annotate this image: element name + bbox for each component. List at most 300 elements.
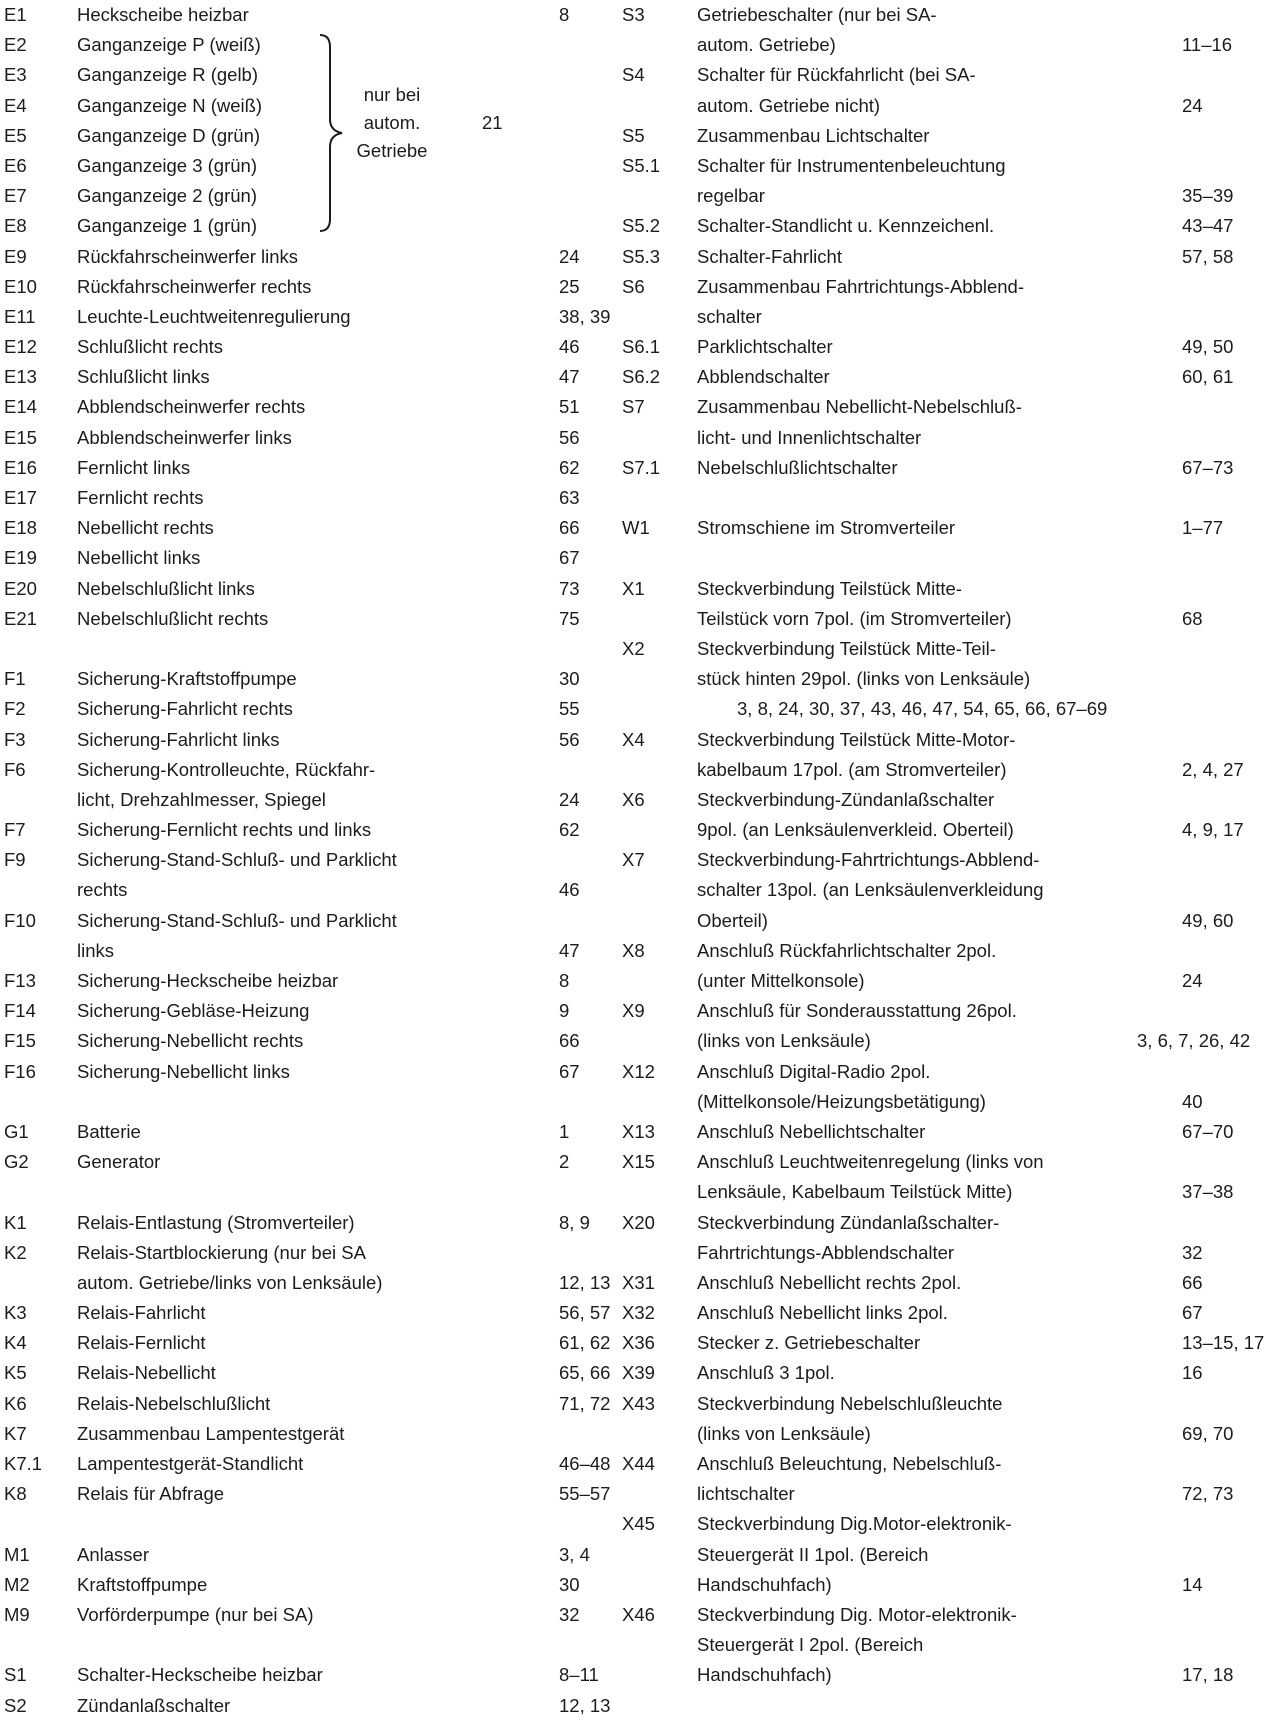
legend-entry-k4 — [0, 1328, 611, 1358]
page-references: 68 — [1182, 607, 1203, 629]
description-text: Heckscheibe heizbar — [77, 4, 249, 25]
component-code: E11 — [4, 305, 36, 327]
description-line — [697, 634, 1238, 664]
description-line — [697, 604, 1238, 634]
component-description — [77, 1208, 590, 1238]
description-line — [697, 0, 1238, 30]
component-code: X46 — [622, 1603, 655, 1625]
component-description — [697, 1449, 1238, 1509]
description-line — [697, 875, 1238, 905]
legend-entry-s4 — [618, 60, 1238, 120]
description-text: 9pol. (an Lenksäulenverkleid. Oberteil) — [697, 819, 1014, 841]
description-text: Anlasser — [77, 1543, 149, 1565]
description-text: Anschluß Rückfahrlichtschalter 2pol. — [697, 939, 997, 961]
description-line — [697, 1268, 1238, 1298]
page-references: 67–70 — [1182, 1120, 1234, 1142]
component-code: E21 — [4, 607, 37, 629]
page-references: 66 — [559, 1030, 580, 1052]
legend-entry-f14 — [0, 996, 570, 1026]
component-code: M2 — [4, 1573, 30, 1595]
description-line — [697, 151, 1238, 181]
legend-entry-x1 — [618, 574, 1238, 634]
page-references: 49, 60 — [1182, 909, 1234, 931]
component-description — [697, 785, 1244, 845]
legend-entry-s1 — [0, 1660, 599, 1690]
component-code: F13 — [4, 970, 36, 991]
page-references: 65, 66 — [559, 1362, 611, 1384]
component-code: X36 — [622, 1332, 655, 1354]
page-references: 11–16 — [1182, 34, 1233, 56]
description-text: licht- und Innenlichtschalter — [697, 426, 922, 448]
page-references: 46–48 — [559, 1453, 611, 1474]
component-code: X15 — [622, 1151, 655, 1173]
description-text: Steckverbindung Dig.Motor-elektronik- — [697, 1513, 1012, 1535]
legend-entry-m1 — [0, 1540, 590, 1570]
component-code: X8 — [622, 939, 645, 961]
description-text: Relais-Entlastung (Stromverteiler) — [77, 1211, 355, 1233]
description-line — [697, 1238, 1238, 1268]
page-references: 8, 9 — [559, 1211, 590, 1233]
description-text: Ganganzeige 3 (grün) — [77, 154, 257, 176]
description-text: (Mittelkonsole/Heizungsbetätigung) — [697, 1090, 986, 1112]
legend-entry-e7 — [0, 181, 560, 211]
section-gap — [0, 1087, 560, 1117]
description-line — [697, 725, 1238, 755]
description-text: Sicherung-Gebläse-Heizung — [77, 1000, 310, 1022]
description-line — [697, 30, 1238, 60]
description-text: Sicherung-Kontrolleuchte, Rückfahr- — [77, 758, 376, 780]
description-text: Sicherung-Stand-Schluß- und Parklicht — [77, 909, 397, 931]
component-description — [697, 1298, 1238, 1328]
component-code: K6 — [4, 1392, 27, 1414]
description-text: Zündanlaßschalter — [77, 1694, 231, 1716]
legend-entry-e18 — [0, 513, 580, 543]
description-line — [77, 1358, 611, 1388]
legend-entry-x46 — [618, 1600, 1238, 1691]
legend-entry-k1 — [0, 1208, 590, 1238]
description-text: Sicherung-Stand-Schluß- und Parklicht — [77, 849, 397, 871]
description-text: Zusammenbau Fahrtrichtungs-Abblend- — [697, 275, 1024, 297]
component-description — [697, 1208, 1238, 1268]
description-text: Anschluß Leuchtweitenregelung (links von — [697, 1151, 1044, 1173]
description-line — [77, 423, 580, 453]
component-code: X39 — [622, 1362, 655, 1384]
description-line — [77, 1208, 590, 1238]
component-description — [77, 1479, 611, 1509]
legend-entry-s6-1 — [618, 332, 1238, 362]
description-text: Sicherung-Heckscheibe heizbar — [77, 970, 339, 991]
description-text: Steckverbindung Teilstück Mitte- — [697, 577, 962, 599]
page-references: 14 — [1182, 1573, 1203, 1595]
component-code: S5 — [622, 124, 645, 146]
description-line — [77, 755, 560, 785]
description-text: Steckverbindung Dig. Motor-elektronik- — [697, 1603, 1017, 1625]
legend-entry-e8 — [0, 211, 560, 241]
legend-entry-s7-1 — [618, 453, 1238, 483]
component-code: E14 — [4, 396, 37, 418]
component-code: E20 — [4, 577, 37, 599]
legend-entry-e21 — [0, 604, 580, 634]
legend-entry-x45 — [618, 1509, 1238, 1600]
description-line — [697, 362, 1238, 392]
component-description — [77, 996, 570, 1026]
description-line — [77, 242, 580, 272]
component-description — [697, 1389, 1238, 1449]
legend-entry-x31 — [618, 1268, 1238, 1298]
description-text: links — [77, 939, 115, 961]
description-line — [77, 483, 580, 513]
legend-entry-s5-2 — [618, 211, 1238, 241]
description-text: Rückfahrscheinwerfer links — [77, 245, 299, 267]
component-description — [77, 453, 580, 483]
page-references: 63 — [559, 487, 580, 508]
legend-entry-x43 — [618, 1389, 1238, 1449]
description-line — [77, 725, 580, 755]
page-references: 67 — [559, 1060, 580, 1082]
description-text: Oberteil) — [697, 909, 768, 931]
legend-entry-x15 — [618, 1147, 1238, 1207]
description-line — [77, 785, 580, 815]
description-text: Nebelschlußlicht links — [77, 577, 255, 599]
description-line — [697, 302, 1238, 332]
component-code: K7 — [4, 1422, 27, 1444]
description-text: Generator — [77, 1151, 161, 1173]
description-line — [697, 513, 1238, 543]
legend-entry-f6 — [0, 755, 580, 815]
component-code: G2 — [4, 1151, 29, 1173]
description-line — [697, 91, 1238, 121]
component-code: X9 — [622, 1000, 645, 1022]
component-description — [77, 513, 580, 543]
description-text: Handschuhfach) — [697, 1573, 832, 1595]
legend-entry-e16 — [0, 453, 580, 483]
component-description — [77, 966, 570, 996]
legend-entry-x8 — [618, 936, 1238, 996]
description-text: kabelbaum 17pol. (am Stromverteiler) — [697, 758, 1007, 780]
component-code: E6 — [4, 154, 27, 176]
page-references: 75 — [559, 607, 580, 629]
component-description — [77, 1660, 599, 1690]
description-text: Stecker z. Getriebeschalter — [697, 1332, 921, 1354]
legend-entry-x4 — [618, 725, 1244, 785]
component-description — [697, 513, 1238, 543]
component-description — [77, 1328, 611, 1358]
description-text: Sicherung-Nebellicht rechts — [77, 1030, 304, 1052]
description-line — [697, 966, 1238, 996]
legend-entry-f15 — [0, 1026, 580, 1056]
description-text: Sicherung-Kraftstoffpumpe — [77, 668, 297, 690]
component-code: E18 — [4, 517, 37, 539]
description-line — [77, 0, 570, 30]
description-line — [697, 1449, 1238, 1479]
page-references: 62 — [559, 819, 580, 841]
component-code: E12 — [4, 336, 37, 358]
page-references: 60, 61 — [1182, 366, 1234, 388]
component-code: G1 — [4, 1120, 29, 1142]
description-text: Relais-Fahrlicht — [77, 1302, 206, 1324]
description-text: Schalter für Rückfahrlicht (bei SA- — [697, 64, 976, 86]
component-code: X32 — [622, 1302, 655, 1324]
description-line — [697, 121, 1238, 151]
description-text: Ganganzeige R (gelb) — [77, 64, 258, 86]
description-text: autom. Getriebe nicht) — [697, 94, 881, 116]
component-code: F3 — [4, 728, 26, 750]
component-description — [697, 1117, 1238, 1147]
legend-entry-f7 — [0, 815, 580, 845]
legend-entry-x44 — [618, 1449, 1238, 1509]
component-code: X7 — [622, 849, 645, 871]
page-references-line — [697, 694, 1238, 724]
description-line — [77, 1479, 611, 1509]
left-column — [0, 0, 611, 1721]
component-description — [697, 272, 1238, 332]
page-references: 12, 13 — [559, 1271, 611, 1293]
component-code: F2 — [4, 698, 26, 720]
page-references: 56 — [559, 728, 580, 750]
page-references: 66 — [559, 517, 580, 539]
page-references: 3, 8, 24, 30, 37, 43, 46, 47, 54, 65, 66, 67–69 — [737, 698, 1108, 720]
legend-entry-e12 — [0, 332, 580, 362]
component-code: E3 — [4, 64, 27, 86]
description-line — [697, 1087, 1238, 1117]
component-description — [697, 1147, 1238, 1207]
description-line — [697, 936, 1238, 966]
description-text: Schlußlicht rechts — [77, 336, 223, 358]
page-references: 55 — [559, 698, 580, 720]
component-code: E17 — [4, 487, 37, 508]
description-text: autom. Getriebe) — [697, 34, 836, 56]
page-references: 24 — [1182, 970, 1203, 991]
description-text: Anschluß Nebellicht rechts 2pol. — [697, 1271, 962, 1293]
legend-entry-e6 — [0, 151, 560, 181]
description-text: rechts — [77, 879, 128, 901]
description-line — [77, 1268, 611, 1298]
description-line — [697, 996, 1238, 1026]
page-references: 46 — [559, 879, 580, 901]
description-line — [77, 272, 580, 302]
description-text: Getriebeschalter (nur bei SA- — [697, 4, 937, 25]
component-description — [77, 0, 570, 30]
page-references: 61, 62 — [559, 1332, 611, 1354]
legend-entry-e1 — [0, 0, 570, 30]
description-text: Lenksäule, Kabelbaum Teilstück Mitte) — [697, 1181, 1013, 1203]
legend-entry-e10 — [0, 272, 580, 302]
component-code: K8 — [4, 1483, 27, 1505]
description-line — [697, 1630, 1238, 1660]
page-references: 24 — [559, 788, 580, 810]
component-code: S6.1 — [622, 336, 661, 358]
description-line — [77, 1570, 580, 1600]
component-description — [697, 1057, 1238, 1117]
description-line — [77, 1691, 611, 1721]
page-references: 62 — [559, 456, 580, 478]
page-references: 30 — [559, 668, 580, 690]
description-line — [697, 211, 1238, 241]
description-line — [77, 302, 611, 332]
page-references: 47 — [559, 939, 580, 961]
description-line — [697, 1208, 1238, 1238]
description-line — [697, 181, 1238, 211]
component-description — [77, 725, 580, 755]
component-description — [77, 845, 580, 905]
description-line — [697, 423, 1238, 453]
description-text: Sicherung-Fahrlicht rechts — [77, 698, 293, 720]
description-line — [77, 694, 580, 724]
component-code: F6 — [4, 758, 26, 780]
component-description — [697, 151, 1238, 211]
description-text: Kraftstoffpumpe — [77, 1573, 208, 1595]
component-description — [697, 845, 1238, 936]
component-description — [77, 755, 580, 815]
description-text: Relais für Abfrage — [77, 1483, 225, 1505]
description-text: Anschluß Nebellichtschalter — [697, 1120, 926, 1142]
legend-entry-e20 — [0, 574, 580, 604]
component-code: F7 — [4, 819, 26, 841]
description-text: Abblendscheinwerfer rechts — [77, 396, 306, 418]
description-text: (links von Lenksäule) — [697, 1422, 871, 1444]
description-line — [697, 242, 1238, 272]
description-line — [697, 1540, 1238, 1570]
description-text: lichtschalter — [697, 1483, 795, 1505]
description-line — [77, 996, 570, 1026]
description-text: Abblendschalter — [697, 366, 830, 388]
page-references: 35–39 — [1182, 185, 1234, 207]
description-text: Schalter für Instrumentenbeleuchtung — [697, 154, 1006, 176]
page-references: 51 — [559, 396, 580, 418]
description-text: Zusammenbau Lichtschalter — [697, 124, 930, 146]
description-text: Anschluß Nebellicht links 2pol. — [697, 1302, 948, 1324]
component-code: M1 — [4, 1543, 30, 1565]
component-code: F15 — [4, 1030, 36, 1052]
component-description — [77, 1147, 570, 1177]
description-text: Ganganzeige 1 (grün) — [77, 215, 257, 237]
note-pages: 21 — [482, 112, 503, 133]
component-description — [697, 936, 1238, 996]
component-description — [77, 1238, 611, 1298]
component-code: X31 — [622, 1271, 655, 1293]
description-text: Schalter-Fahrlicht — [697, 245, 842, 267]
component-code: S6.2 — [622, 366, 661, 388]
page-references: 13–15, 17 — [1182, 1332, 1264, 1354]
component-description — [697, 332, 1238, 362]
description-text: Ganganzeige N (weiß) — [77, 94, 263, 116]
legend-entry-s6 — [618, 272, 1238, 332]
legend-entry-k7-1 — [0, 1449, 611, 1479]
component-code: S2 — [4, 1694, 27, 1716]
description-text: Nebelschlußlicht rechts — [77, 607, 269, 629]
page-references: 9 — [559, 1000, 570, 1022]
component-code: E10 — [4, 275, 37, 297]
description-line — [77, 875, 580, 905]
component-code: X12 — [622, 1060, 655, 1082]
legend-entry-x7 — [618, 845, 1238, 936]
description-line — [697, 272, 1238, 302]
description-line — [697, 1600, 1238, 1630]
page-references: 1 — [559, 1120, 570, 1142]
legend-entry-x2 — [618, 634, 1238, 725]
component-description — [77, 392, 580, 422]
description-text: Steckverbindung Teilstück Mitte-Motor- — [697, 728, 1016, 750]
component-code: E9 — [4, 245, 27, 267]
description-text: Parklichtschalter — [697, 336, 833, 358]
description-text: (links von Lenksäule) — [697, 1030, 871, 1052]
description-line — [697, 815, 1244, 845]
page-references: 66 — [1182, 1271, 1203, 1293]
component-code: S1 — [4, 1664, 27, 1686]
description-text: Abblendscheinwerfer links — [77, 426, 292, 448]
description-line — [77, 392, 580, 422]
page-references: 72, 73 — [1182, 1483, 1234, 1505]
legend-entry-x13 — [618, 1117, 1238, 1147]
note-line-3: Getriebe — [356, 140, 428, 161]
description-text: Sicherung-Fahrlicht links — [77, 728, 280, 750]
component-description — [77, 1057, 580, 1087]
component-description — [77, 664, 580, 694]
description-line — [77, 1600, 580, 1630]
legend-entry-x36 — [618, 1328, 1264, 1358]
page-references: 73 — [559, 577, 580, 599]
description-text: Batterie — [77, 1120, 141, 1142]
page-references: 56, 57 — [559, 1302, 611, 1324]
page-references: 37–38 — [1182, 1181, 1234, 1203]
description-text: Relais-Nebelschlußlicht — [77, 1392, 271, 1414]
page-references: 55–57 — [559, 1483, 611, 1505]
legend-entry-x20 — [618, 1208, 1238, 1268]
component-code: E15 — [4, 426, 37, 448]
legend-entry-g1 — [0, 1117, 570, 1147]
page-references: 3, 4 — [559, 1543, 590, 1565]
component-description — [77, 483, 580, 513]
component-description — [77, 302, 611, 332]
component-description — [77, 242, 580, 272]
description-line — [697, 392, 1238, 422]
page-references: 67 — [1182, 1302, 1203, 1324]
component-description — [77, 362, 580, 392]
component-code: K2 — [4, 1241, 27, 1263]
legend-entry-s3 — [618, 0, 1238, 60]
page-references: 8–11 — [559, 1664, 599, 1686]
description-line — [77, 664, 580, 694]
legend-entry-w1 — [618, 513, 1238, 543]
legend-entry-e14 — [0, 392, 580, 422]
description-line — [697, 1117, 1238, 1147]
legend-entry-e11 — [0, 302, 611, 332]
description-text: licht, Drehzahlmesser, Spiegel — [77, 788, 326, 810]
component-code: S4 — [622, 64, 645, 86]
component-code: F9 — [4, 849, 26, 871]
description-text: Rückfahrscheinwerfer rechts — [77, 275, 312, 297]
description-line — [77, 1419, 560, 1449]
component-description — [77, 1117, 570, 1147]
page-references: 12, 13 — [559, 1694, 611, 1716]
component-code: K1 — [4, 1211, 27, 1233]
description-line — [697, 785, 1238, 815]
component-description — [697, 211, 1238, 241]
page-references: 8 — [559, 970, 570, 991]
description-line — [77, 1660, 599, 1690]
description-line — [697, 1147, 1238, 1177]
component-code: X44 — [622, 1453, 655, 1474]
component-description — [77, 1570, 580, 1600]
description-line — [77, 362, 580, 392]
component-description — [77, 272, 580, 302]
component-description — [697, 1358, 1238, 1388]
component-code: M9 — [4, 1603, 30, 1625]
legend-entry-k5 — [0, 1358, 611, 1388]
description-line — [77, 1389, 611, 1419]
description-text: Ganganzeige D (grün) — [77, 124, 261, 146]
description-line — [77, 1540, 590, 1570]
